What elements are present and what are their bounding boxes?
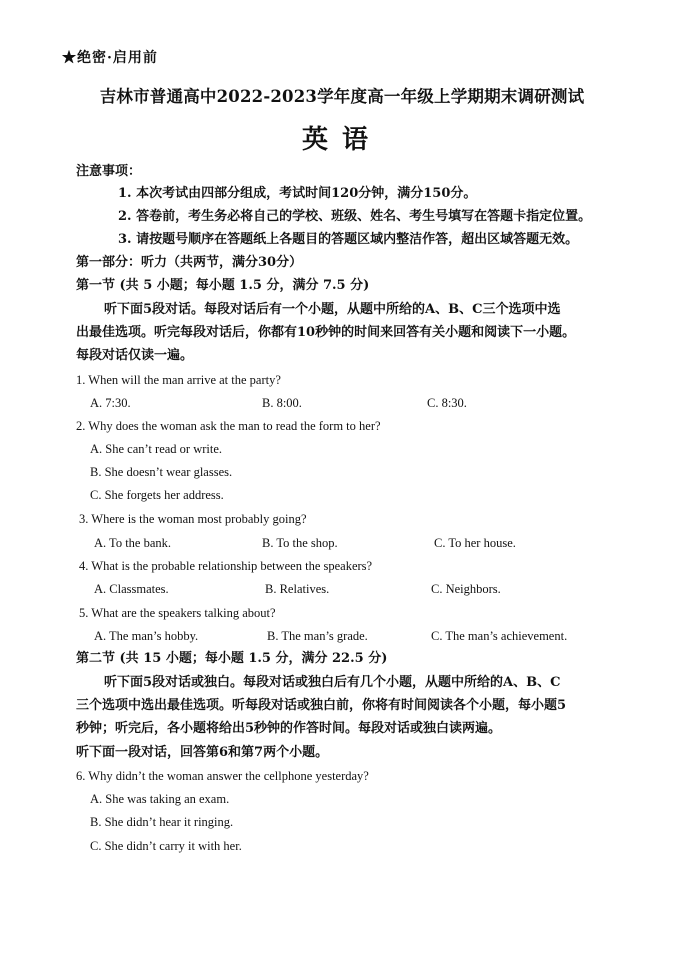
notice-item: 2. 答卷前，考生务必将自己的学校、班级、姓名、考生号填写在答题卡指定位置。	[118, 209, 592, 224]
option-a: A. She was taking an exam.	[90, 792, 230, 806]
option-c: C. To her house.	[434, 536, 516, 550]
option-a: A. She can’t read or write.	[90, 442, 223, 456]
option-c: C. The man’s achievement.	[431, 629, 568, 643]
notice-item: 1. 本次考试由四部分组成，考试时间120分钟，满分150分。	[118, 186, 477, 201]
option-b: B. She doesn’t wear glasses.	[90, 465, 233, 479]
section2-instruction: 三个选项中选出最佳选项。听每段对话或独白前，你将有时间阅读各个小题，每小题5	[76, 698, 567, 713]
section2-instruction: 秒钟；听完后，各小题将给出5秒钟的作答时间。每段对话或独白读两遍。	[76, 721, 502, 736]
option-a: A. The man’s hobby.	[94, 629, 199, 643]
section1-instruction: 每段对话仅读一遍。	[76, 348, 194, 363]
section1-instruction: 听下面5段对话。每段对话后有一个小题，从题中所给的A、B、C三个选项中选	[104, 302, 561, 317]
question-stem: 6. Why didn’t the woman answer the cellphone yesterday?	[76, 769, 369, 783]
question-stem: 1. When will the man arrive at the party?	[76, 373, 281, 387]
option-c: C. Neighbors.	[431, 582, 501, 596]
part1-heading: 第一部分：听力（共两节，满分30分）	[76, 255, 303, 270]
section2-instruction: 听下面5段对话或独白。每段对话或独白后有几个小题，从题中所给的A、B、C	[104, 675, 561, 690]
notice-item: 3. 请按题号顺序在答题纸上各题目的答题区域内整洁作答，超出区域答题无效。	[118, 232, 579, 247]
option-c: C. She didn’t carry it with her.	[90, 839, 242, 853]
section1-heading: 第一节 (共 5 小题；每小题 1.5 分，满分 7.5 分)	[76, 278, 370, 293]
option-b: B. 8:00.	[262, 396, 302, 410]
question-stem: 5. What are the speakers talking about?	[79, 606, 276, 620]
exam-title: 吉林市普通高中2022-2023学年度高一年级上学期期末调研测试	[99, 87, 585, 106]
option-a: A. 7:30.	[90, 396, 131, 410]
notice-heading: 注意事项：	[76, 164, 142, 179]
secret-mark: ★绝密·启用前	[62, 50, 158, 66]
question-stem: 2. Why does the woman ask the man to read the form to her?	[76, 419, 381, 433]
option-b: B. Relatives.	[265, 582, 330, 596]
question-stem: 3. Where is the woman most probably going?	[79, 512, 307, 526]
option-a: A. Classmates.	[94, 582, 169, 596]
subject-title: 英语	[301, 125, 382, 155]
option-c: C. She forgets her address.	[90, 488, 224, 502]
option-b: B. She didn’t hear it ringing.	[90, 815, 234, 829]
section1-instruction: 出最佳选项。听完每段对话后，你都有10秒钟的时间来回答有关小题和阅读下一小题。	[76, 325, 576, 340]
question-stem: 4. What is the probable relationship between the speakers?	[79, 559, 373, 573]
option-b: B. The man’s grade.	[267, 629, 368, 643]
group-note: 听下面一段对话，回答第6和第7两个小题。	[76, 745, 329, 760]
section2-heading: 第二节 (共 15 小题；每小题 1.5 分，满分 22.5 分)	[76, 651, 388, 666]
option-a: A. To the bank.	[94, 536, 172, 550]
option-b: B. To the shop.	[262, 536, 338, 550]
option-c: C. 8:30.	[427, 396, 467, 410]
